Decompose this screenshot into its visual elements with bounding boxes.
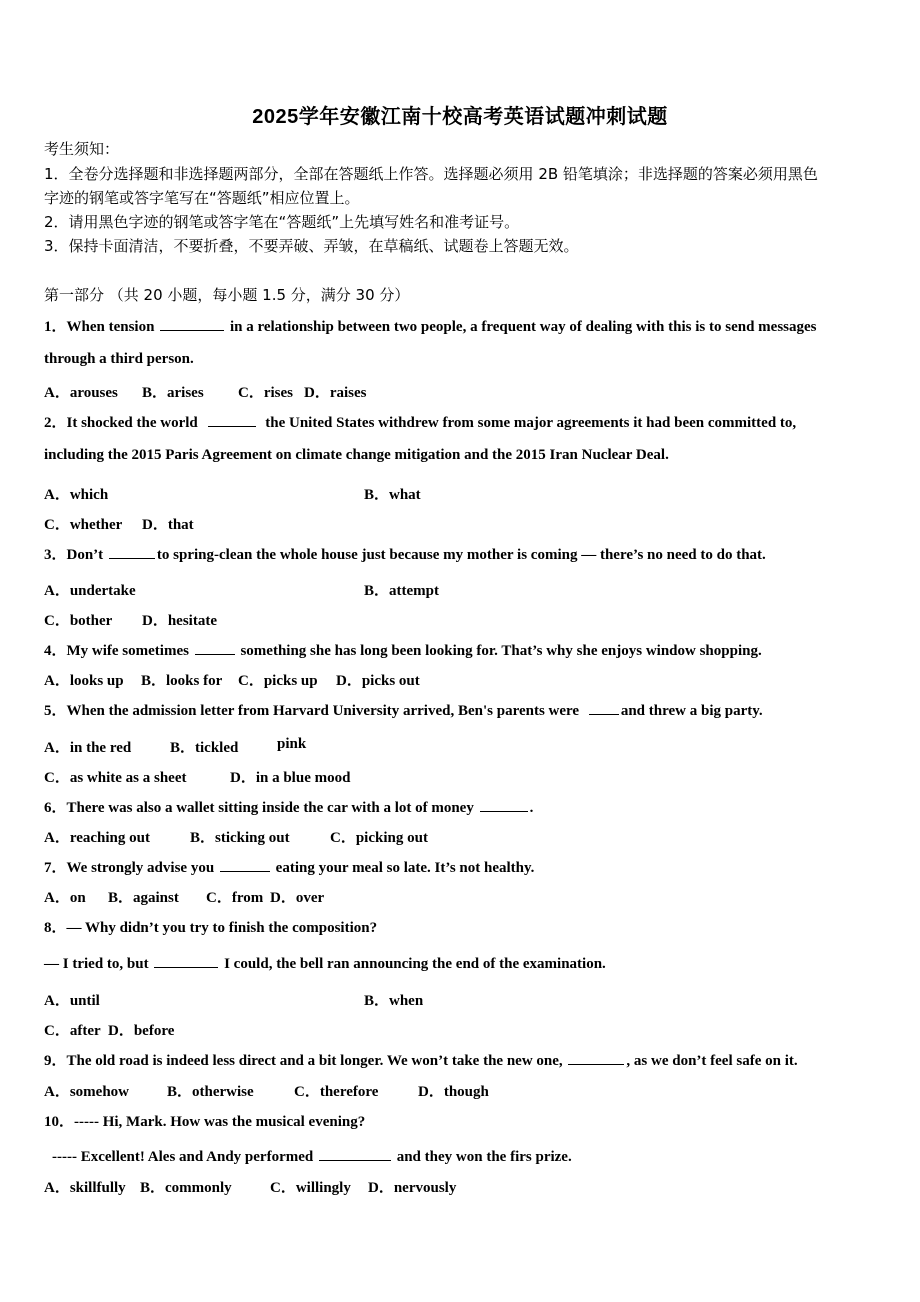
question-text: to spring-clean the whole house just because my mother is coming — there’s no need to do that.: [156, 547, 766, 563]
question-text: 6．There was also a wallet sitting inside the car with a lot of money: [44, 800, 474, 816]
question-text: — I tried to, but: [44, 956, 149, 972]
answer-blank: [195, 640, 235, 655]
option-d: D．over: [270, 890, 325, 906]
question-text: I could, the bell ran announcing the end of the examination.: [224, 956, 606, 972]
question-text: .: [529, 800, 534, 816]
question-1-continued: through a third person.: [44, 351, 194, 367]
option-d: D．hesitate: [142, 613, 217, 629]
question-text: in a relationship between two people, a frequent way of dealing with this is to send messages: [229, 319, 817, 335]
option-b: B．what: [364, 487, 421, 503]
option-a: A．in the red: [44, 740, 132, 756]
option-c: C．from: [206, 890, 264, 906]
option-b: B．otherwise: [167, 1084, 254, 1100]
question-2-continued: including the 2015 Paris Agreement on climate change mitigation and the 2015 Iran Nuclear Deal.: [44, 447, 669, 463]
option-c: C．whether: [44, 517, 123, 533]
option-d: D．in a blue mood: [230, 770, 351, 786]
option-b: B．when: [364, 993, 424, 1009]
answer-blank: [568, 1050, 624, 1065]
option-c: C．picks up: [238, 673, 318, 689]
answer-blank: [154, 953, 218, 968]
option-a: A．reaching out: [44, 830, 150, 846]
notice-heading: 考生须知：: [44, 140, 120, 158]
question-3: [44, 543, 766, 564]
question-6: [44, 796, 533, 817]
answer-blank: [109, 544, 155, 559]
question-text: ----- Excellent! Ales and Andy performed: [52, 1149, 314, 1165]
option-c: C．picking out: [330, 830, 428, 846]
option-d: D．before: [108, 1023, 175, 1039]
option-c: C．therefore: [294, 1084, 379, 1100]
question-8: 8．— Why didn’t you try to finish the composition?: [44, 920, 378, 936]
option-d: D．that: [142, 517, 194, 533]
option-a: A．which: [44, 487, 109, 503]
question-text: the United States withdrew from some major agreements it had been committed to,: [265, 415, 797, 431]
answer-blank: [480, 797, 528, 812]
option-b: B．against: [108, 890, 179, 906]
question-text: 3．Don’t: [44, 547, 104, 563]
option-d: D．raises: [304, 385, 367, 401]
question-text: , as we don’t feel safe on it.: [626, 1053, 798, 1069]
option-d: D．picks out: [336, 673, 420, 689]
question-4: [44, 639, 762, 660]
question-text: eating your meal so late. It’s not healthy.: [275, 860, 535, 876]
question-text: and they won the firs prize.: [396, 1149, 572, 1165]
option-a: A．undertake: [44, 583, 136, 599]
question-text: 7．We strongly advise you: [44, 860, 215, 876]
question-text: and threw a big party.: [620, 703, 763, 719]
option-a: A．arouses: [44, 385, 118, 401]
option-c: C．as white as a sheet: [44, 770, 187, 786]
option-b: B．arises: [142, 385, 204, 401]
notice-line-1: 1．全卷分选择题和非选择题两部分，全部在答题纸上作答。选择题必须用 2B 铅笔填涂；非选择题的答案必须用黑色: [44, 165, 818, 183]
answer-blank: [319, 1146, 391, 1161]
option-a: A．until: [44, 993, 100, 1009]
section-heading: 第一部分 （共 20 小题，每小题 1.5 分，满分 30 分）: [44, 286, 410, 304]
option-a: A．looks up: [44, 673, 124, 689]
question-10: 10．----- Hi, Mark. How was the musical evening?: [44, 1114, 366, 1130]
option-c: C．bother: [44, 613, 113, 629]
question-text: 1．When tension: [44, 319, 155, 335]
question-2: [44, 411, 796, 432]
answer-blank: [160, 316, 224, 331]
option-b: B．attempt: [364, 583, 439, 599]
option-d: D．though: [418, 1084, 489, 1100]
question-text: 9．The old road is indeed less direct and a bit longer. We won’t take the new one,: [44, 1053, 563, 1069]
question-10-reply: [52, 1146, 572, 1166]
notice-line-2: 字迹的钢笔或答字笔写在“答题纸”相应位置上。: [44, 189, 360, 207]
option-c: C．willingly: [270, 1180, 351, 1196]
option-a: A．on: [44, 890, 86, 906]
option-b: B．tickled: [170, 740, 239, 756]
answer-blank: [220, 857, 270, 872]
question-9: [44, 1049, 798, 1070]
question-text: 5．When the admission letter from Harvard University arrived, Ben's parents were: [44, 703, 580, 719]
question-8-reply: [44, 953, 606, 973]
question-1: [44, 315, 817, 336]
option-b: B．commonly: [140, 1180, 232, 1196]
answer-blank: [589, 700, 619, 715]
option-b: B．sticking out: [190, 830, 290, 846]
page-title: 2025学年安徽江南十校高考英语试题冲刺试题: [252, 106, 668, 128]
notice-line-3: 2．请用黑色字迹的钢笔或答字笔在“答题纸”上先填写姓名和准考证号。: [44, 213, 520, 231]
option-b-continued: pink: [277, 736, 307, 752]
question-text: 4．My wife sometimes: [44, 643, 189, 659]
answer-blank: [208, 412, 256, 427]
option-a: A．somehow: [44, 1084, 129, 1100]
question-7: [44, 856, 534, 877]
question-5: [44, 699, 763, 720]
option-b: B．looks for: [141, 673, 223, 689]
question-text: 2．It shocked the world: [44, 415, 198, 431]
question-text: something she has long been looking for. That’s why she enjoys window shopping.: [240, 643, 762, 659]
notice-line-4: 3．保持卡面清洁，不要折叠，不要弄破、弄皱，在草稿纸、试题卷上答题无效。: [44, 237, 579, 255]
option-c: C．after: [44, 1023, 101, 1039]
option-d: D．nervously: [368, 1180, 457, 1196]
option-a: A．skillfully: [44, 1180, 126, 1196]
option-c: C．rises: [238, 385, 293, 401]
